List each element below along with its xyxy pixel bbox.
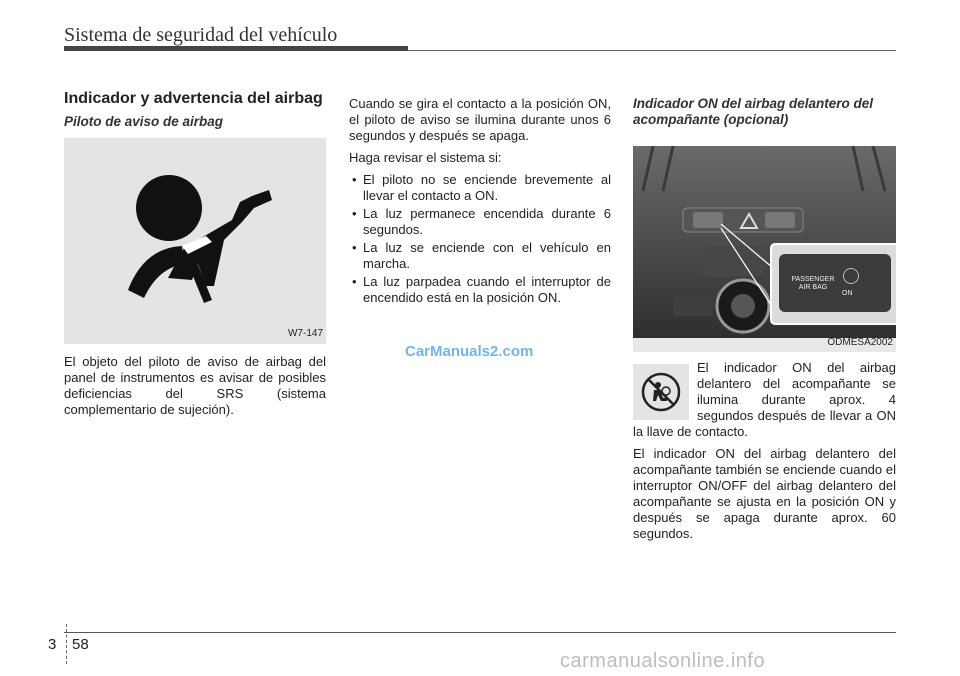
list-item: • La luz se enciende con el vehículo en marcha.: [349, 240, 611, 272]
subsection-heading: Piloto de aviso de airbag: [64, 114, 224, 129]
paragraph: El objeto del piloto de aviso de airbag del panel de instrumentos es avisar de posibles deficiencias del SRS (sistema complementario de sujeción).: [64, 354, 326, 417]
bullet-list: [349, 172, 611, 306]
column-1: [64, 90, 326, 424]
list-item: • La luz parpadea cuando el interruptor de encendido está en la posición ON.: [349, 274, 611, 306]
airbag-warning-icon: [64, 138, 326, 344]
subsection-heading: Indicador ON del airbag delantero del acompañante (opcional): [633, 96, 874, 127]
paragraph: El indicador ON del airbag delantero del acompañante también se enciende cuando el interruptor ON/OFF del airbag delantero del acompañante se ajusta en la posición ON y después se apaga durante aprox. 60 segundos.: [633, 446, 896, 541]
column-3: [633, 96, 896, 548]
list-item: • El piloto no se enciende brevemente al llevar el contacto a ON.: [349, 172, 611, 204]
figure-code: ODMESA2002: [827, 337, 893, 348]
chapter-number: 3: [48, 636, 57, 653]
watermark-bottom: carmanualsonline.info: [560, 650, 766, 672]
paragraph: Cuando se gira el contacto a la posición ON, el piloto de aviso se ilumina durante unos 6 segundos y después se apaga.: [349, 96, 611, 143]
column-2: [349, 96, 611, 308]
header-bar: [64, 46, 408, 51]
page-number: 58: [72, 636, 89, 653]
footer-rule: [64, 632, 896, 633]
watermark-center: CarManuals2.com: [405, 343, 534, 360]
figure-code: W7-147: [287, 328, 323, 339]
indicator-block: [633, 360, 896, 542]
section-heading: Indicador y advertencia del airbag: [64, 90, 323, 107]
passenger-airbag-indicator-figure: [633, 364, 689, 420]
inset-on-label: ON: [842, 290, 853, 297]
page-header-title: Sistema de seguridad del vehículo: [64, 24, 338, 46]
dashboard-illustration: [633, 146, 896, 352]
list-item: • La luz permanece encendida durante 6 segundos.: [349, 206, 611, 238]
dashboard-photo-figure: [633, 146, 896, 352]
header-rule: [408, 50, 896, 51]
passenger-airbag-icon: [639, 370, 683, 414]
paragraph: El indicador ON del airbag delantero del acompañante se ilumina durante aprox. 4 segundos después de llevar a ON la llave de contacto.: [633, 360, 896, 439]
paragraph: Haga revisar el sistema si:: [349, 150, 502, 165]
footer-divider: [66, 624, 68, 664]
airbag-warning-figure: [64, 138, 326, 344]
inset-label: PASSENGER AIR BAG: [791, 276, 835, 291]
passenger-airbag-off-icon: [843, 268, 859, 284]
